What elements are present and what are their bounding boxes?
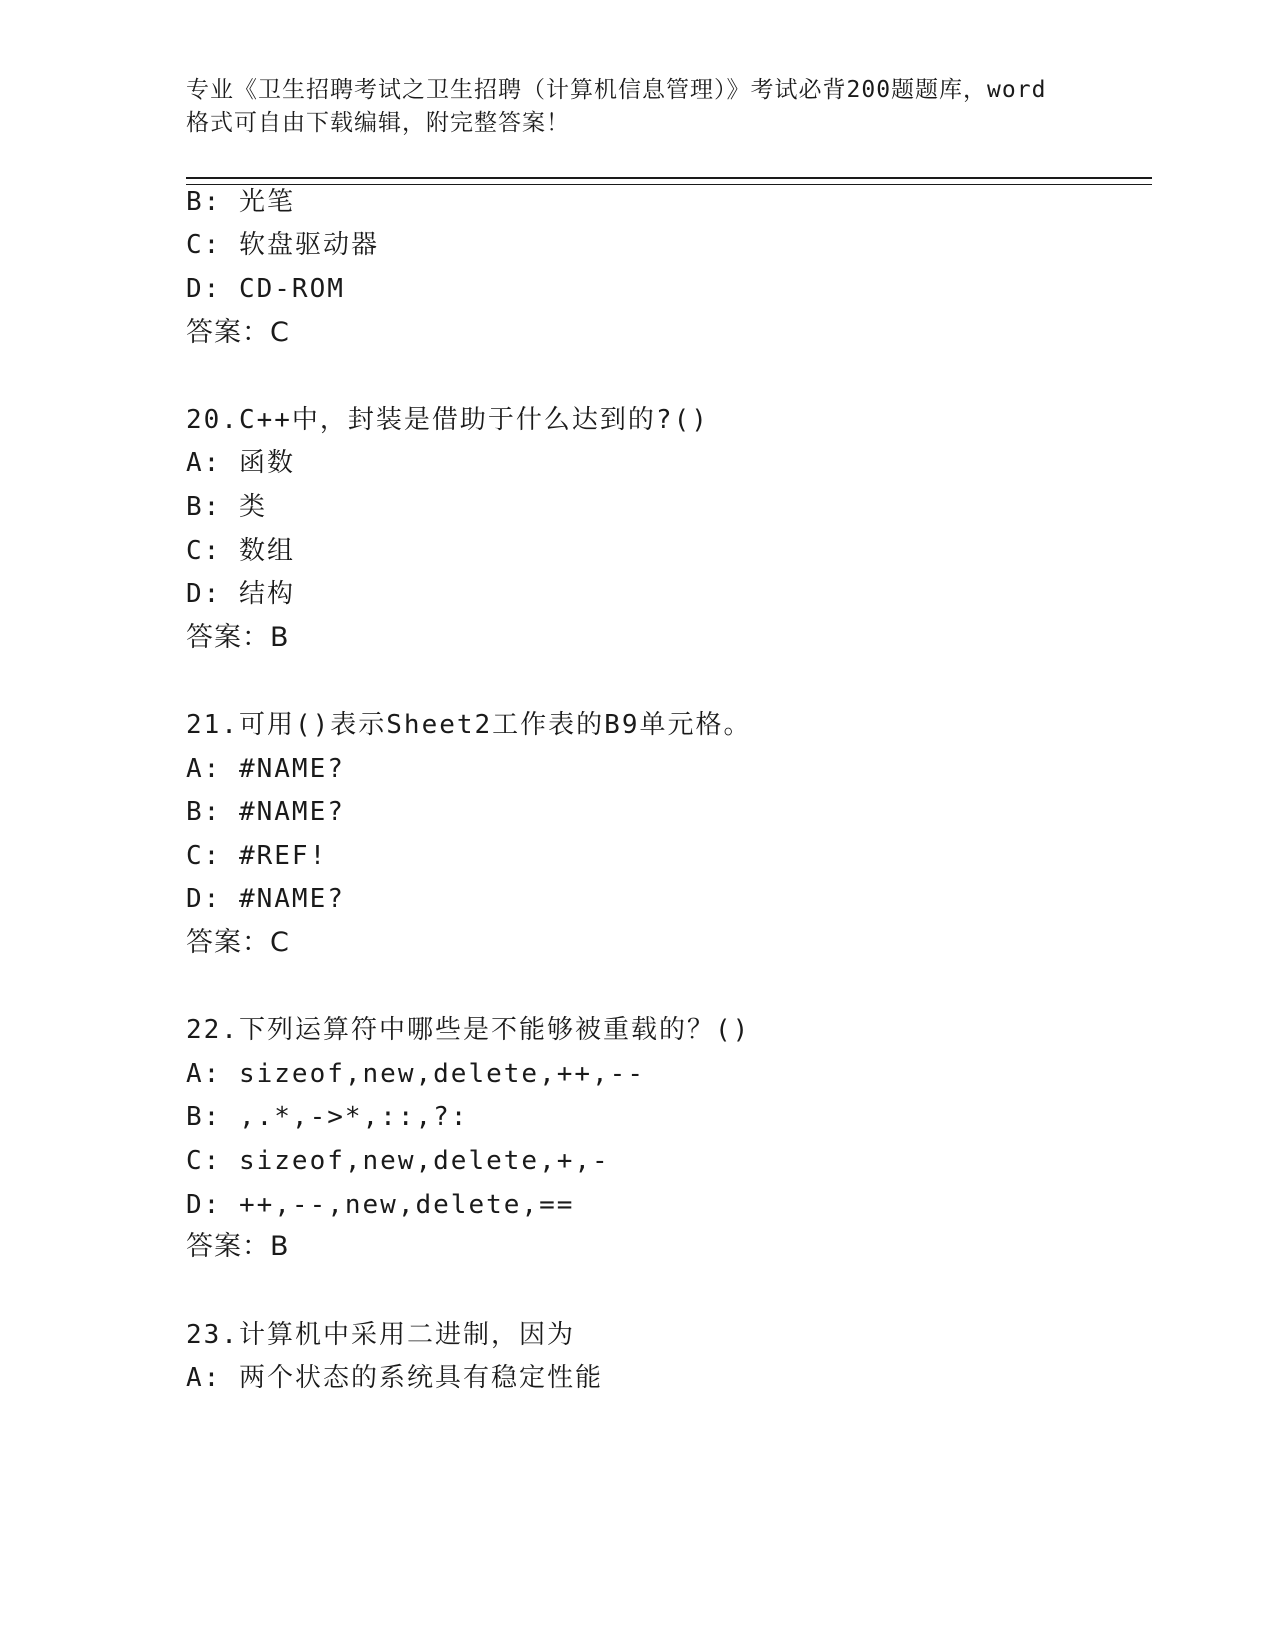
q19-answer: 答案：C: [186, 317, 290, 348]
q19-option-c: C: 软盘驱动器: [186, 230, 379, 260]
q21-option-c: C: #REF!: [186, 841, 328, 871]
q22-option-a: A: sizeof,new,delete,++,--: [186, 1059, 645, 1089]
q21-question: 21.可用()表示Sheet2工作表的B9单元格。: [186, 710, 752, 740]
q21-answer: 答案：C: [186, 927, 290, 958]
q22-option-c: C: sizeof,new,delete,+,-: [186, 1146, 610, 1176]
q22-option-d: D: ++,--,new,delete,==: [186, 1190, 575, 1220]
q21-option-b: B: #NAME?: [186, 797, 345, 827]
q20-option-b: B: 类: [186, 492, 267, 522]
header-line-1: 专业《卫生招聘考试之卫生招聘（计算机信息管理）》考试必背200题题库，word: [186, 77, 1047, 103]
q20-option-d: D: 结构: [186, 579, 295, 609]
q22-question: 22.下列运算符中哪些是不能够被重载的？(): [186, 1015, 751, 1045]
q20-answer: 答案：B: [186, 622, 290, 653]
q19-option-b: B: 光笔: [186, 187, 295, 217]
q22-answer: 答案：B: [186, 1231, 290, 1262]
q20-option-a: A: 函数: [186, 448, 295, 478]
q19-option-d: D: CD-ROM: [186, 274, 345, 304]
q23-question: 23.计算机中采用二进制，因为: [186, 1320, 575, 1350]
q20-option-c: C: 数组: [186, 536, 295, 566]
q21-option-d: D: #NAME?: [186, 884, 345, 914]
header-line-2: 格式可自由下载编辑，附完整答案！: [186, 110, 570, 136]
q23-option-a: A: 两个状态的系统具有稳定性能: [186, 1363, 603, 1393]
q22-option-b: B: ,.*,->*,::,?:: [186, 1102, 469, 1132]
q21-option-a: A: #NAME?: [186, 754, 345, 784]
q20-question: 20.C++中，封装是借助于什么达到的?(): [186, 405, 709, 435]
header-divider: [186, 177, 1152, 185]
document-header: [186, 74, 1086, 140]
